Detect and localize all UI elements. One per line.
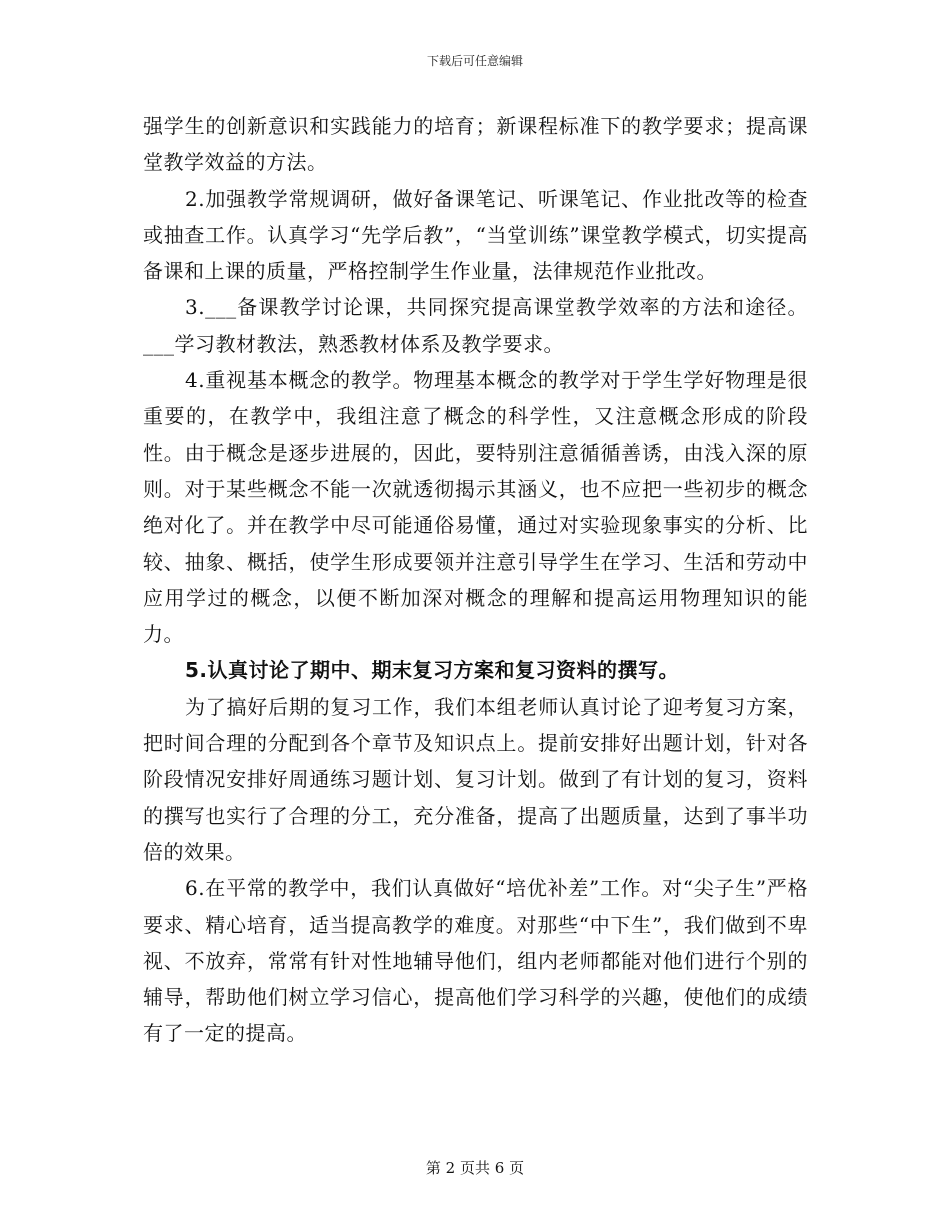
page-header-note: 下载后可任意编辑 <box>426 54 523 68</box>
paragraph-item-5-body: 为了搞好后期的复习工作，我们本组老师认真讨论了迎考复习方案，把时间合理的分配到各个章节及知识点上。提前安排好出题计划，针对各阶段情况安排好周通练习题计划、复习计划。做到了有计划的复习，资料的撰写也实行了合理的分工，充分准备，提高了出题质量，达到了事半功倍的效果。 <box>143 694 808 864</box>
paragraph-item-6: 6.在平常的教学中，我们认真做好“培优补差”工作。对“尖子生”严格要求、精心培育，适当提高教学的难度。对那些“中下生”，我们做到不卑视、不放弃，常常有针对性地辅导他们，组内老师都能对他们进行个别的辅导，帮助他们树立学习信心，提高他们学习科学的兴趣，使他们的成绩有了一定的提高。 <box>143 876 808 1046</box>
paragraph-item-2: 2.加强教学常规调研，做好备课笔记、听课笔记、作业批改等的检查或抽查工作。认真学习“先学后教”，“当堂训练”课堂教学模式，切实提高备课和上课的质量，严格控制学生作业量，法律规范作业批改。 <box>143 186 808 284</box>
document-body <box>143 108 808 1052</box>
paragraph-continuation: 强学生的创新意识和实践能力的培育；新课程标准下的教学要求；提高课堂教学效益的方法。 <box>143 114 808 175</box>
paragraph-item-3: 3.___备课教学讨论课，共同探究提高课堂教学效率的方法和途径。___学习教材教法，熟悉教材体系及教学要求。 <box>143 295 808 356</box>
page-number: 第 2 页共 6 页 <box>425 1159 525 1177</box>
section-heading-item-5: 5.认真讨论了期中、期末复习方案和复习资料的撰写。 <box>185 658 680 683</box>
paragraph-item-4: 4.重视基本概念的教学。物理基本概念的教学对于学生学好物理是很重要的，在教学中，我组注意了概念的科学性，又注意概念形成的阶段性。由于概念是逐步进展的，因此，要特别注意循循善诱，由浅入深的原则。对于某些概念不能一次就透彻揭示其涵义，也不应把一些初步的概念绝对化了。并在教学中尽可能通俗易懂，通过对实验现象事实的分析、比较、抽象、概括，使学生形成要领并注意引导学生在学习、生活和劳动中应用学过的概念，以便不断加深对概念的理解和提高运用物理知识的能力。 <box>143 368 808 647</box>
